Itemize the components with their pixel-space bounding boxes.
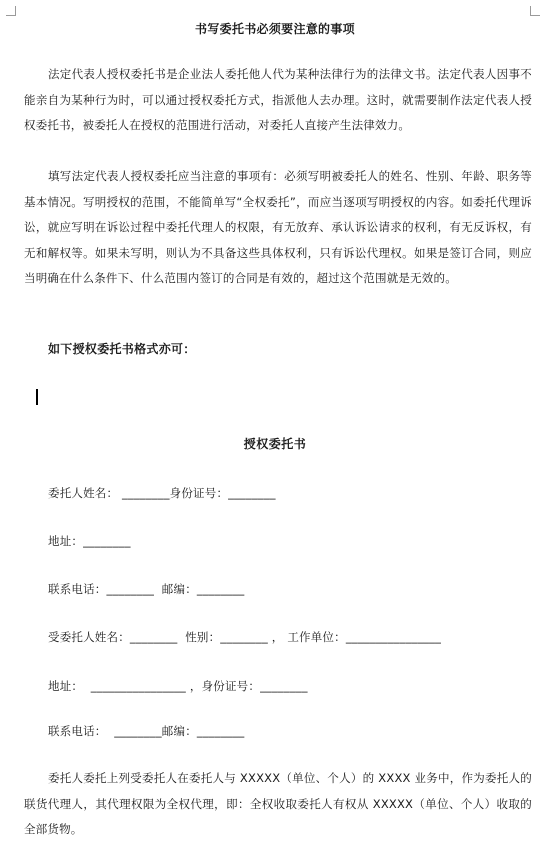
paragraph-notes: 填写法定代表人授权委托应当注意的事项有：必须写明被委托人的姓名、性别、年龄、职务等基本情况。写明授权的范围，不能简单写“全权委托”，而应当逐项写明授权的内容。如委托代理诉讼，就应写明在诉讼过程中委托代理人的权限，有无放弃、承认诉讼请求的权利，有无反诉权，有无和解权等。如果未写明，则认为不具备这些具体权利，只有诉讼代理权。如果是签订合同，则应当明确在什么条件下、什么范围内签订的合同是有效的，超过这个范围就是无效的。 bbox=[24, 169, 532, 285]
format-subheading: 如下授权委托书格式亦可： bbox=[48, 342, 196, 356]
page-corner-mark bbox=[530, 6, 540, 16]
form-line-agent-name: 受委托人姓名：________ 性别：________ ， 工作单位：________________ bbox=[48, 630, 442, 644]
paragraph-authorization: 委托人委托上列受委托人在委托人与 XXXXX（单位、个人）的 XXXX 业务中，作为委托人的联货代理人，其代理权限为全权代理，即：全权收取委托人有权从 XXXXX（单位、个人）收取的全部货物。 bbox=[24, 771, 532, 836]
form-line-principal-address: 地址：________ bbox=[48, 534, 131, 548]
page-corner-mark bbox=[6, 6, 16, 16]
text-cursor bbox=[36, 389, 38, 405]
document-title: 书写委托书必须要注意的事项 bbox=[195, 22, 355, 36]
form-title: 授权委托书 bbox=[243, 437, 307, 451]
form-line-principal-name: 委托人姓名： ________身份证号：________ bbox=[48, 486, 276, 500]
form-line-agent-address: 地址： ________________ ，身份证号：________ bbox=[48, 679, 308, 693]
form-line-principal-contact: 联系电话：________ 邮编：________ bbox=[48, 582, 245, 596]
form-line-agent-contact: 联系电话： ________邮编：________ bbox=[48, 724, 245, 738]
paragraph-definition: 法定代表人授权委托书是企业法人委托他人代为某种法律行为的法律文书。法定代表人因事不能亲自为某种行为时，可以通过授权委托方式，指派他人去办理。这时，就需要制作法定代表人授权委托书，被委托人在授权的范围进行活动，对委托人直接产生法律效力。 bbox=[24, 67, 532, 132]
